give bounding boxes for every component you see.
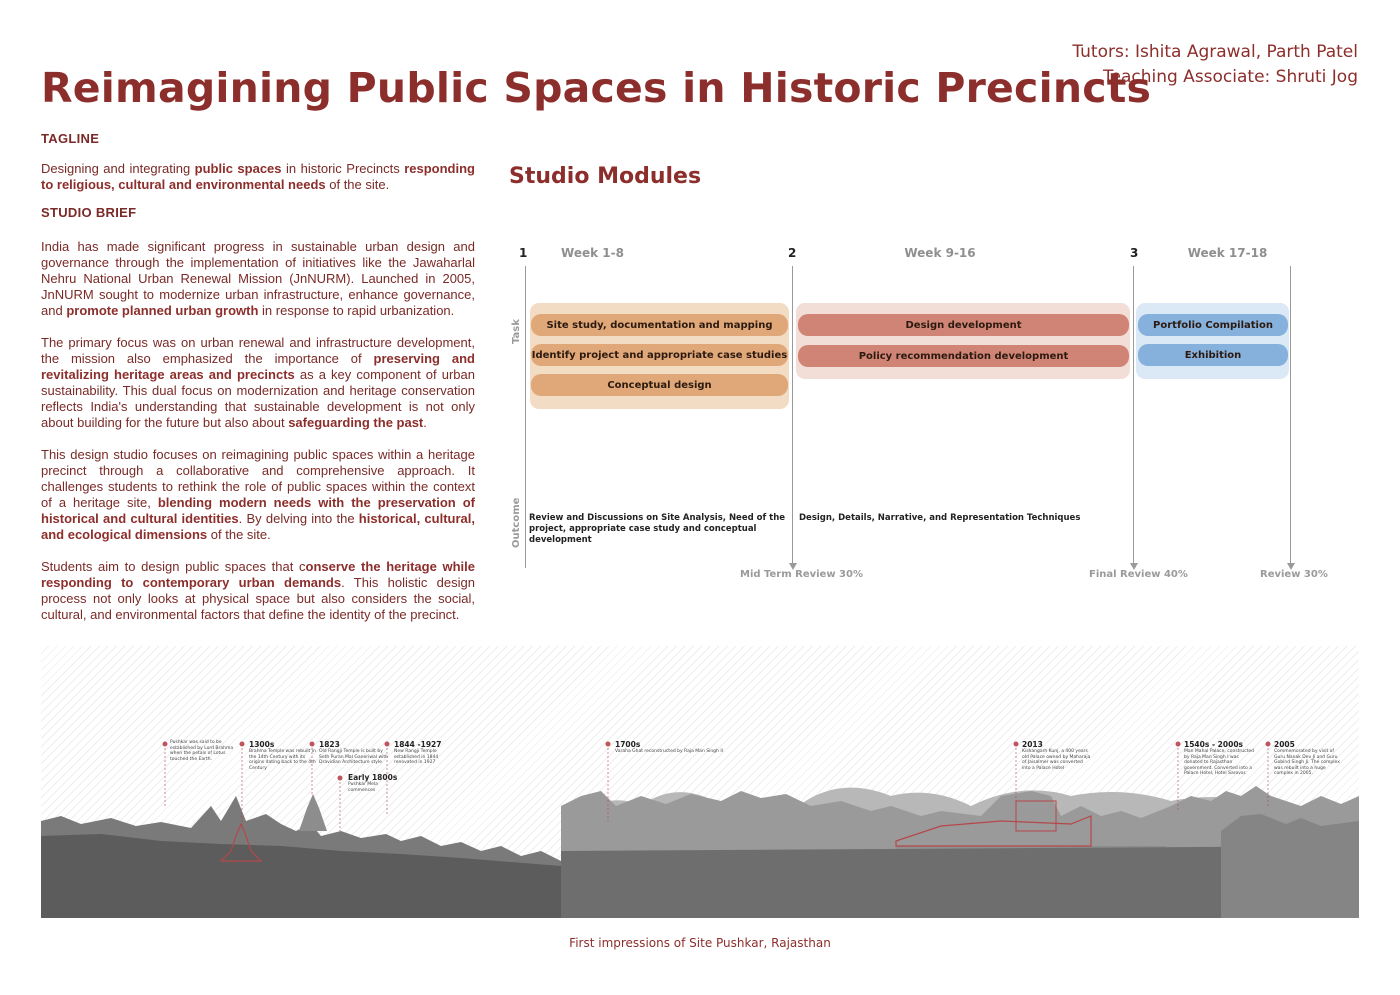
- brief-text: . This holistic design process not only looks at physical space but also considers the social, cultural, and environmental factors that define the identity of the precinct.: [41, 575, 475, 622]
- timeline-desc: Old Rangji Temple is built by Seth Puran Mal Ganeriwal with Dravidian Architecture style: [319, 749, 389, 765]
- brief-bold: promote planned urban growth: [66, 303, 259, 318]
- brief-bold: blending modern needs with the preservation of historical and cultural identities: [41, 495, 475, 526]
- brief-bold: historical, cultural, and ecological dimensions: [41, 511, 475, 542]
- timeline-entry: [348, 773, 397, 793]
- man-mahal-palace: [1221, 814, 1359, 918]
- timeline-desc: Brahma Temple was rebuilt in the 14th Century with its origins dating back to the 4th Century: [249, 749, 316, 771]
- timeline-desc: Commemorated by visit of Guru Nanak Dev Ji and Guru Gobind Singh Ji. The complex was rebuilt into a huge complex in 2005.: [1274, 749, 1340, 776]
- outcome-phase-2: Design, Details, Narrative, and Representation Techniques: [799, 513, 1081, 523]
- review-label: Review 30%: [1260, 569, 1328, 580]
- timeline-year: 2005: [1274, 740, 1295, 749]
- tutors-block: [1072, 40, 1358, 90]
- timeline-desc: Kishangarh Kunj, a 400 years old Palace owned by Maharaja of Jaisalmer was converted into a Palace Hotel: [1022, 749, 1091, 771]
- phase-2-divider: [792, 266, 793, 563]
- brief-column: [41, 131, 475, 623]
- task-pill-exhibition: Exhibition: [1138, 344, 1288, 366]
- tagline-text-part: Designing and integrating: [41, 161, 195, 176]
- studio-modules-title: Studio Modules: [509, 164, 702, 189]
- task-pill-portfolio: Portfolio Compilation: [1138, 314, 1288, 336]
- timeline-entry: [1022, 740, 1092, 771]
- brief-bold: safeguarding the past: [288, 415, 424, 430]
- task-label: Task: [511, 319, 522, 344]
- tagline-heading: TAGLINE: [41, 131, 100, 146]
- brief-paragraph-3: [41, 447, 475, 543]
- phase-2-number: 2: [788, 246, 797, 260]
- timeline-year: 1540s - 2000s: [1184, 740, 1244, 749]
- page-title: Reimagining Public Spaces in Historic Precincts: [41, 64, 1152, 112]
- brief-text: .: [423, 415, 427, 430]
- timeline-desc: New Rangji Temple established in 1844 renovated in 1927: [394, 749, 439, 765]
- tagline-text-part: in historic Precincts: [281, 161, 405, 176]
- timeline-year: 1844 -1927: [394, 740, 442, 749]
- task-pill-policy-recommendation: Policy recommendation development: [798, 345, 1129, 367]
- task-pill-design-development: Design development: [798, 314, 1129, 336]
- brief-paragraph-4: [41, 559, 475, 623]
- task-pill-site-study: Site study, documentation and mapping: [531, 314, 788, 336]
- teaching-associate-line: Teaching Associate: Shruti Jog: [1103, 67, 1358, 87]
- timeline-entry: [319, 740, 389, 766]
- phase-1-weeks: Week 1-8: [561, 246, 624, 260]
- timeline-entry: [394, 740, 441, 766]
- timeline-desc: Pushkar was said to be established by Lord Brahma when the petals of Lotus touched the Earth.: [170, 740, 234, 762]
- pushkar-skyline-illustration: [41, 646, 1359, 918]
- brief-paragraph-2: [41, 335, 475, 431]
- brief-text: India has made significant progress in sustainable urban design and governance through the implementation of initiatives like the Jawaharlal Nehru National Urban Renewal Mission (JnNURM). Launched in 2005, JnNURM sought to modernize urban infrastructure, enhance governance, and: [41, 239, 475, 318]
- site-skyline-image: [41, 646, 1359, 918]
- timeline-entry: [170, 740, 240, 762]
- timeline-year: 1823: [319, 740, 340, 749]
- timeline-year: 1300s: [249, 740, 275, 749]
- timeline-desc: Pushkar Mela commences: [348, 782, 378, 793]
- brief-paragraph-1: [41, 239, 475, 319]
- tagline-bold-needs: responding to religious, cultural and environmental needs: [41, 161, 475, 192]
- timeline-axis-line: [525, 266, 526, 568]
- phase-2-weeks: Week 9-16: [904, 246, 976, 260]
- phase-1-number: 1: [519, 246, 528, 260]
- brief-bold: preserving and revitalizing heritage areas and precincts: [41, 351, 475, 382]
- phase-3-number: 3: [1130, 246, 1139, 260]
- outcome-phase-1: Review and Discussions on Site Analysis, Need of the project, appropriate case study and conceptual development: [529, 513, 786, 545]
- tagline-text-part: of the site.: [325, 177, 390, 192]
- tagline-bold-public-spaces: public spaces: [194, 161, 282, 176]
- mid-term-review-label: Mid Term Review 30%: [740, 569, 863, 580]
- image-caption: First impressions of Site Pushkar, Rajasthan: [569, 936, 831, 950]
- studio-brief-heading: STUDIO BRIEF: [41, 205, 137, 220]
- brief-text: The primary focus was on urban renewal and infrastructure development, the mission also emphasized the importance of: [41, 335, 475, 366]
- tagline-text: [41, 161, 475, 193]
- brief-bold: onserve the heritage while responding to contemporary urban demands: [41, 559, 475, 590]
- timeline-entry: [249, 740, 319, 771]
- brief-text: This design studio focuses on reimagining public spaces within a heritage precinct through a collaborative and comprehensive approach. It challenges students to rethink the role of public spaces within the context of a heritage site,: [41, 447, 475, 510]
- end-divider: [1290, 266, 1291, 563]
- timeline-desc: Man Mahal Palace, constructed by Raja Man Singh I was donated to Rajasthan government. Converted into a Palace Hotel, Hotel Sarovar.: [1184, 749, 1254, 776]
- timeline-year: Early 1800s: [348, 773, 398, 782]
- brief-text: . By delving into the: [238, 511, 359, 526]
- brief-text: as a key component of urban sustainability. This dual focus on modernization and heritage conservation reflects India's understanding that sustainable development is not only about building for the future but also about: [41, 367, 475, 430]
- timeline-desc: Varaha Ghat reconstructed by Raja Man Singh II: [615, 749, 723, 754]
- brief-text: of the site.: [207, 527, 271, 542]
- phase-3-weeks: Week 17-18: [1187, 246, 1268, 260]
- brief-text: Students aim to design public spaces that c: [41, 559, 306, 574]
- outcome-label: Outcome: [511, 497, 522, 548]
- timeline-entry: [1184, 740, 1254, 777]
- phase-3-divider: [1133, 266, 1134, 563]
- timeline-entry: [615, 740, 725, 755]
- timeline-year: 2013: [1022, 740, 1043, 749]
- rangji-temple: [299, 794, 327, 831]
- timeline-entry: [1274, 740, 1344, 777]
- tutors-line: Tutors: Ishita Agrawal, Parth Patel: [1072, 42, 1358, 62]
- brief-text: in response to rapid urbanization.: [258, 303, 455, 318]
- final-review-label: Final Review 40%: [1089, 569, 1188, 580]
- task-pill-identify-project: Identify project and appropriate case studies: [531, 344, 788, 366]
- task-pill-conceptual-design: Conceptual design: [531, 374, 788, 396]
- timeline-year: 1700s: [615, 740, 641, 749]
